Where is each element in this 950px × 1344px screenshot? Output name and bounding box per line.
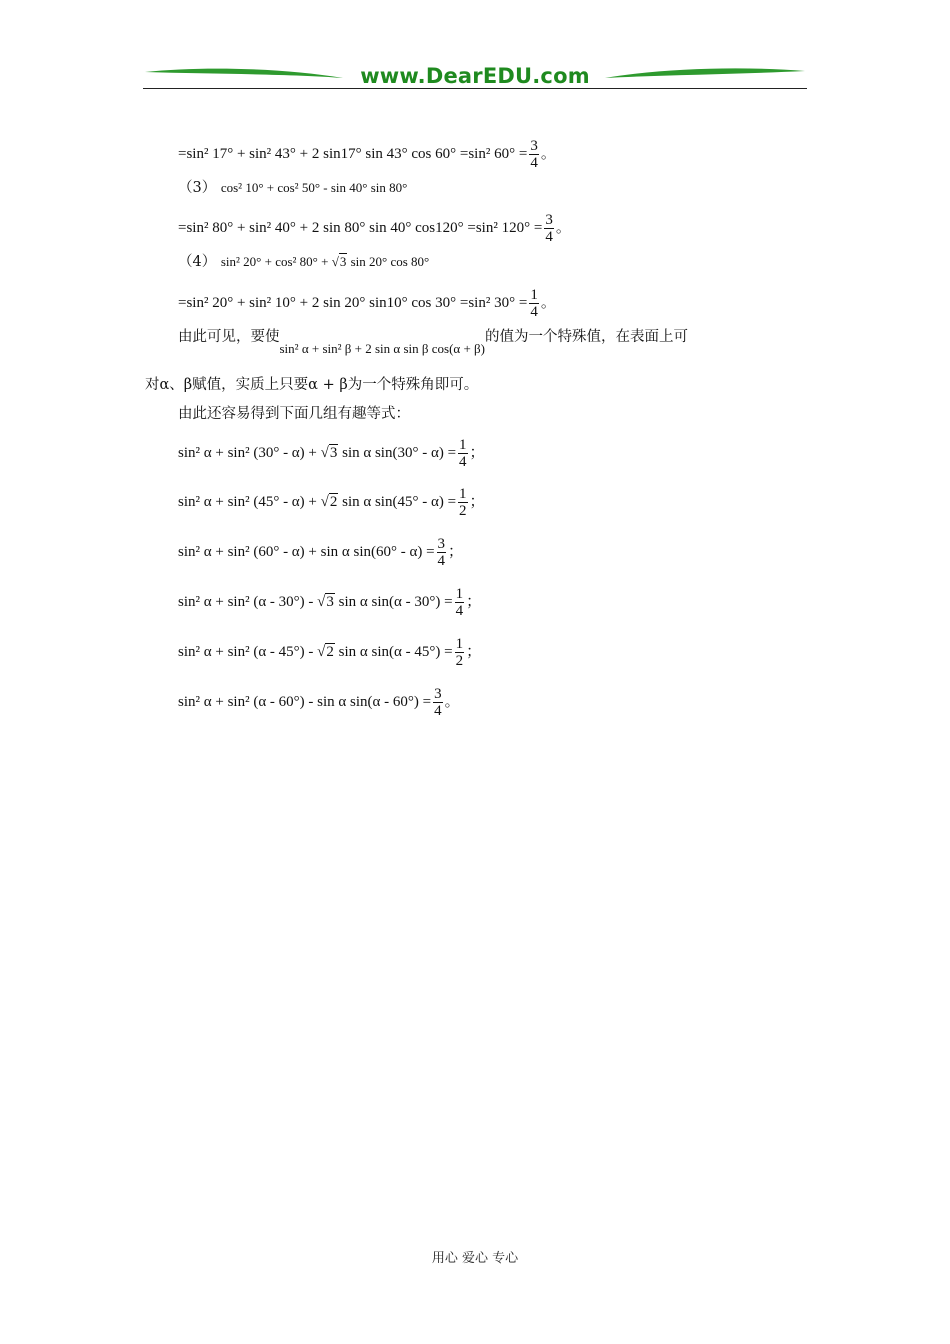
paragraph-3: 由此还容易得到下面几组有趣等式： [178,406,410,422]
fraction: $\frac{3}{4}$ [545,212,553,245]
fraction: $\frac{3}{4}$ [434,686,442,719]
fraction: $\frac{1}{4}$ [530,287,538,320]
identity-2: sin² α + sin² (45° - α) + √2 sin α sin(45° - α) = $\frac{1}{2}$ ； [178,486,485,519]
header-divider [143,88,807,89]
identity-4: sin² α + sin² (α - 30°) - √3 sin α sin(α - 30°) = $\frac{1}{4}$ ； [178,586,482,619]
item-label: （3） [178,180,217,196]
site-name-logo: www.DearEDU.com [360,64,590,88]
paragraph-1: 由此可见，要使sin² α + sin² β + 2 sin α sin β cos(α + β)的值为一个特殊值，在表面上可 [178,329,688,356]
page-footer: 用心 爱心 专心 [431,1251,519,1266]
fraction: $\frac{1}{2}$ [459,486,467,519]
item-4 [178,253,429,271]
inline-expression: sin² α + sin² β + 2 sin α sin β cos(α + β) [279,341,485,356]
equation-text: =sin² 20° + sin² 10° + 2 sin 20° sin10° cos 30° =sin² 30° = [178,294,528,311]
fraction: $\frac{1}{4}$ [455,586,464,619]
item-3 [178,179,407,197]
equation-text: =sin² 80° + sin² 40° + 2 sin 80° sin 40° cos120° =sin² 120° = [178,219,543,236]
fraction: $\frac{1}{4}$ [459,437,467,470]
paragraph-2: 对α、β赋值，实质上只要α + β为一个特殊角即可。 [145,377,479,393]
equation-line-2: =sin² 17° + sin² 43° + 2 sin17° sin 43° cos 60° =sin² 60° = $\frac{3}{4}$ 。 [178,138,556,171]
equation-line-4: =sin² 20° + sin² 10° + 2 sin 20° sin10° cos 30° =sin² 30° = $\frac{1}{4}$ 。 [178,287,556,320]
identity-5: sin² α + sin² (α - 45°) - √2 sin α sin(α - 45°) = $\frac{1}{2}$ ； [178,636,482,669]
identity-1: sin² α + sin² (30° - α) + √3 sin α sin(30° - α) = $\frac{1}{4}$ ； [178,437,485,470]
identity-3: sin² α + sin² (60° - α) + sin α sin(60° - α) = $\frac{3}{4}$ ； [178,536,464,569]
identity-6: sin² α + sin² (α - 60°) - sin α sin(α - 60°) = $\frac{3}{4}$ 。 [178,686,460,719]
fraction: $\frac{3}{4}$ [437,536,446,569]
item-expression: cos² 10° + cos² 50° - sin 40° sin 80° [220,180,408,195]
item-expression: sin² 20° + cos² 80° + √3 sin 20° cos 80° [220,254,430,269]
item-label: （4） [178,254,217,270]
fraction: $\frac{3}{4}$ [530,138,538,171]
fraction: $\frac{1}{2}$ [455,636,464,669]
equation-text: =sin² 17° + sin² 43° + 2 sin17° sin 43° cos 60° =sin² 60° = [178,145,528,162]
equation-line-3: =sin² 80° + sin² 40° + 2 sin 80° sin 40° cos120° =sin² 120° = $\frac{3}{4}$ 。 [178,212,571,245]
